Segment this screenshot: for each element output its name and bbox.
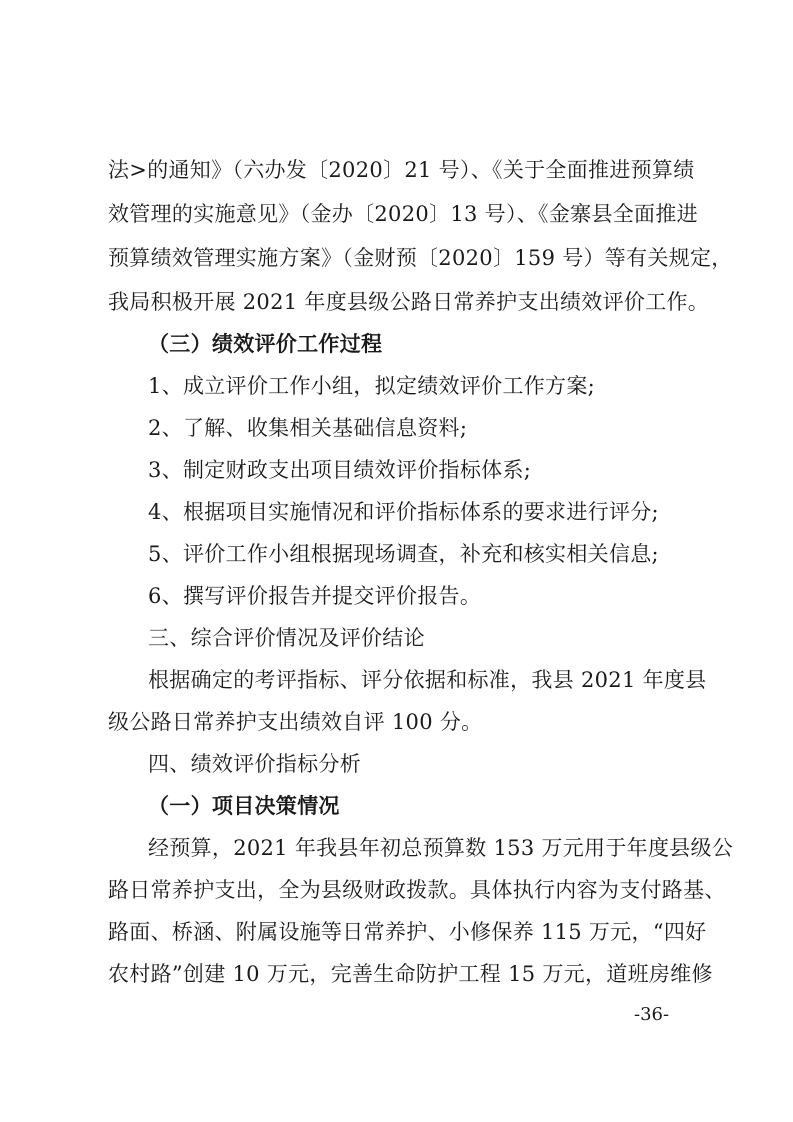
body-text-line: 效管理的实施意见》（金办〔2020〕13 号）、《金寨县全面推进 [108,202,698,226]
list-item: 4、根据项目实施情况和评价指标体系的要求进行评分; [148,500,659,524]
list-item: 3、制定财政支出项目绩效评价指标体系; [148,458,532,482]
subsection-heading: （一）项目决策情况 [148,794,340,818]
body-text-line: 经预算，2021 年我县年初总预算数 153 万元用于年度县级公 [148,836,734,860]
body-text-line: 预算绩效管理实施方案》（金财预〔2020〕159 号）等有关规定， [108,246,733,270]
section-heading: 四、绩效评价指标分析 [148,752,361,776]
body-text-line: 级公路日常养护支出绩效自评 100 分。 [108,710,483,734]
list-item: 2、了解、收集相关基础信息资料; [148,416,468,440]
body-text-line: 农村路”创建 10 万元，完善生命防护工程 15 万元，道班房维修 [108,962,713,986]
subsection-heading: （三）绩效评价工作过程 [148,332,383,356]
section-heading: 三、综合评价情况及评价结论 [148,626,425,650]
list-item: 1、成立评价工作小组，拟定绩效评价工作方案; [148,374,596,398]
body-text-line: 路日常养护支出，全为县级财政拨款。具体执行内容为支付路基、 [108,878,726,902]
body-text-line: 我局积极开展 2021 年度县级公路日常养护支出绩效评价工作。 [108,290,710,314]
page-number: -36- [634,1004,670,1025]
list-item: 5、评价工作小组根据现场调查，补充和核实相关信息; [148,542,659,566]
body-text-line: 根据确定的考评指标、评分依据和标准，我县 2021 年度县 [148,668,707,692]
body-text-line: 路面、桥涵、附属设施等日常养护、小修保养 115 万元，“四好 [108,920,707,944]
body-text-line: 法>的通知》（六办发〔2020〕21 号）、《关于全面推进预算绩 [108,158,695,182]
list-item: 6、撰写评价报告并提交评价报告。 [148,584,482,608]
